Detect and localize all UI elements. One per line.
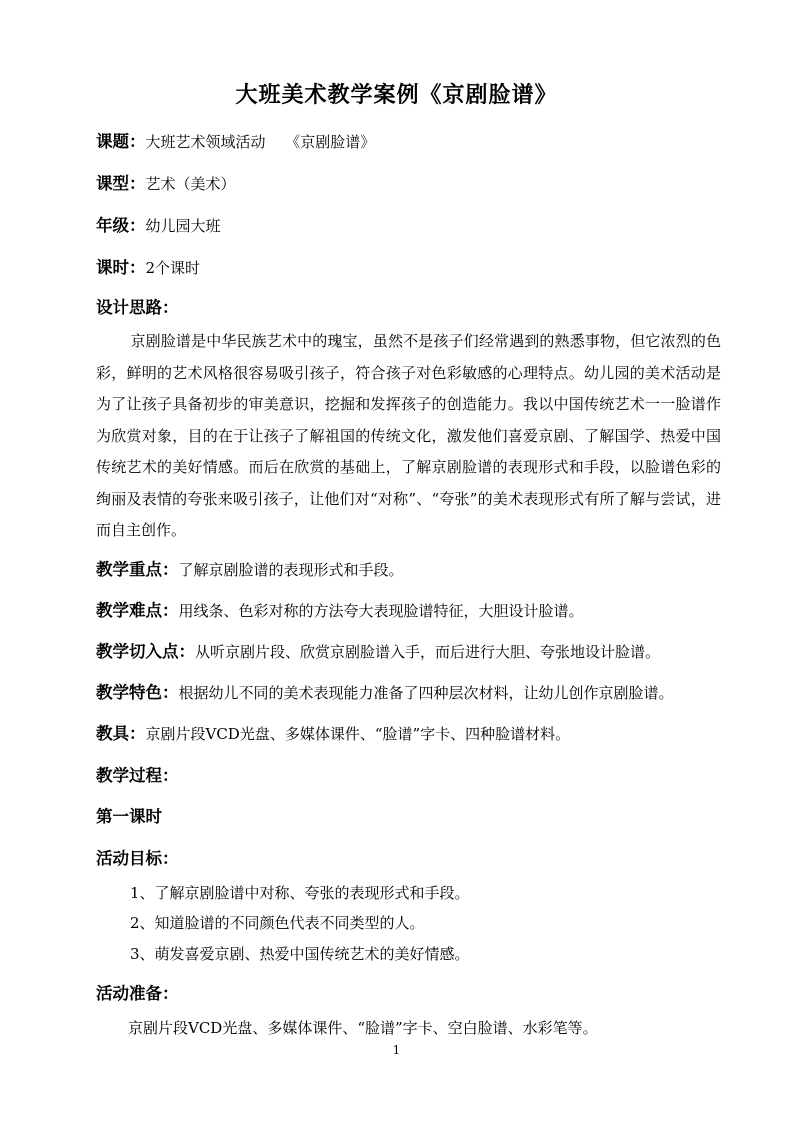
meta-hours-value: 2个课时 (145, 259, 201, 277)
goal-item-2: 2、知道脸谱的不同颜色代表不同类型的人。 (130, 914, 425, 932)
key-point-difficulty (96, 597, 584, 621)
meta-topic-label: 课题： (96, 132, 146, 151)
key-point-tools-value: 京剧片段VCD光盘、多媒体课件、“脸谱”字卡、四种脸谱材料。 (145, 725, 571, 743)
key-point-entry (96, 638, 660, 662)
page-number: 1 (392, 1043, 401, 1057)
key-point-focus-label: 教学重点： (96, 560, 179, 579)
design-paragraph: 京剧脸谱是中华民族艺术中的瑰宝，虽然不是孩子们经常遇到的熟悉事物，但它浓烈的色彩，鲜明的艺术风格很容易吸引孩子，符合孩子对色彩敏感的心理特点。幼儿园的美术活动是为了让孩子具备初步的审美意识，挖掘和发挥孩子的创造能力。我以中国传统艺术一一脸谱作为欣赏对象，目的在于让孩子了解祖国的传统文化，激发他们喜爱京剧、了解国学、热爱中国传统艺术的美好情感。而后在欣赏的基础上，了解京剧脸谱的表现形式和手段，以脸谱色彩的绚丽及表情的夸张来吸引孩子，让他们对“对称”、“夸张”的美术表现形式有所了解与尝试，进而自主创作。 (96, 332, 721, 539)
key-point-tools (96, 720, 570, 744)
prep-text: 京剧片段VCD光盘、多媒体课件、“脸谱”字卡、空白脸谱、水彩笔等。 (128, 1019, 598, 1037)
key-point-feature (96, 679, 674, 703)
key-point-focus-value: 了解京剧脸谱的表现形式和手段。 (178, 561, 404, 579)
meta-grade-value: 幼儿园大班 (145, 217, 221, 235)
meta-type-label: 课型： (96, 174, 146, 193)
meta-grade-label: 年级： (96, 216, 146, 235)
key-point-difficulty-label: 教学难点： (96, 601, 179, 620)
meta-type (96, 170, 236, 194)
key-point-focus (96, 556, 404, 580)
process-heading: 教学过程： (96, 766, 179, 785)
key-point-feature-value: 根据幼儿不同的美术表现能力准备了四种层次材料，让幼儿创作京剧脸谱。 (178, 684, 674, 702)
key-point-difficulty-value: 用线条、色彩对称的方法夸大表现脸谱特征，大胆设计脸谱。 (178, 602, 584, 620)
meta-grade (96, 212, 221, 236)
prep-heading: 活动准备： (96, 984, 179, 1003)
meta-topic-value: 大班艺术领域活动 《京剧脸谱》 (145, 133, 376, 151)
goal-item-1: 1、了解京剧脸谱中对称、夸张的表现形式和手段。 (130, 884, 470, 902)
meta-hours (96, 254, 200, 278)
goal-item-3: 3、萌发喜爱京剧、热爱中国传统艺术的美好情感。 (130, 945, 470, 963)
design-heading: 设计思路： (96, 298, 179, 317)
document-title: 大班美术教学案例《京剧脸谱》 (235, 82, 558, 108)
key-point-tools-label: 教具： (96, 724, 146, 743)
meta-hours-label: 课时： (96, 258, 146, 277)
goals-heading: 活动目标： (96, 849, 179, 868)
meta-topic (96, 128, 375, 152)
key-point-entry-label: 教学切入点： (96, 642, 195, 661)
key-point-entry-value: 从听京剧片段、欣赏京剧脸谱入手，而后进行大胆、夸张地设计脸谱。 (195, 643, 661, 661)
meta-type-value: 艺术（美术） (145, 175, 236, 193)
key-point-feature-label: 教学特色： (96, 683, 179, 702)
lesson-heading: 第一课时 (96, 807, 162, 826)
